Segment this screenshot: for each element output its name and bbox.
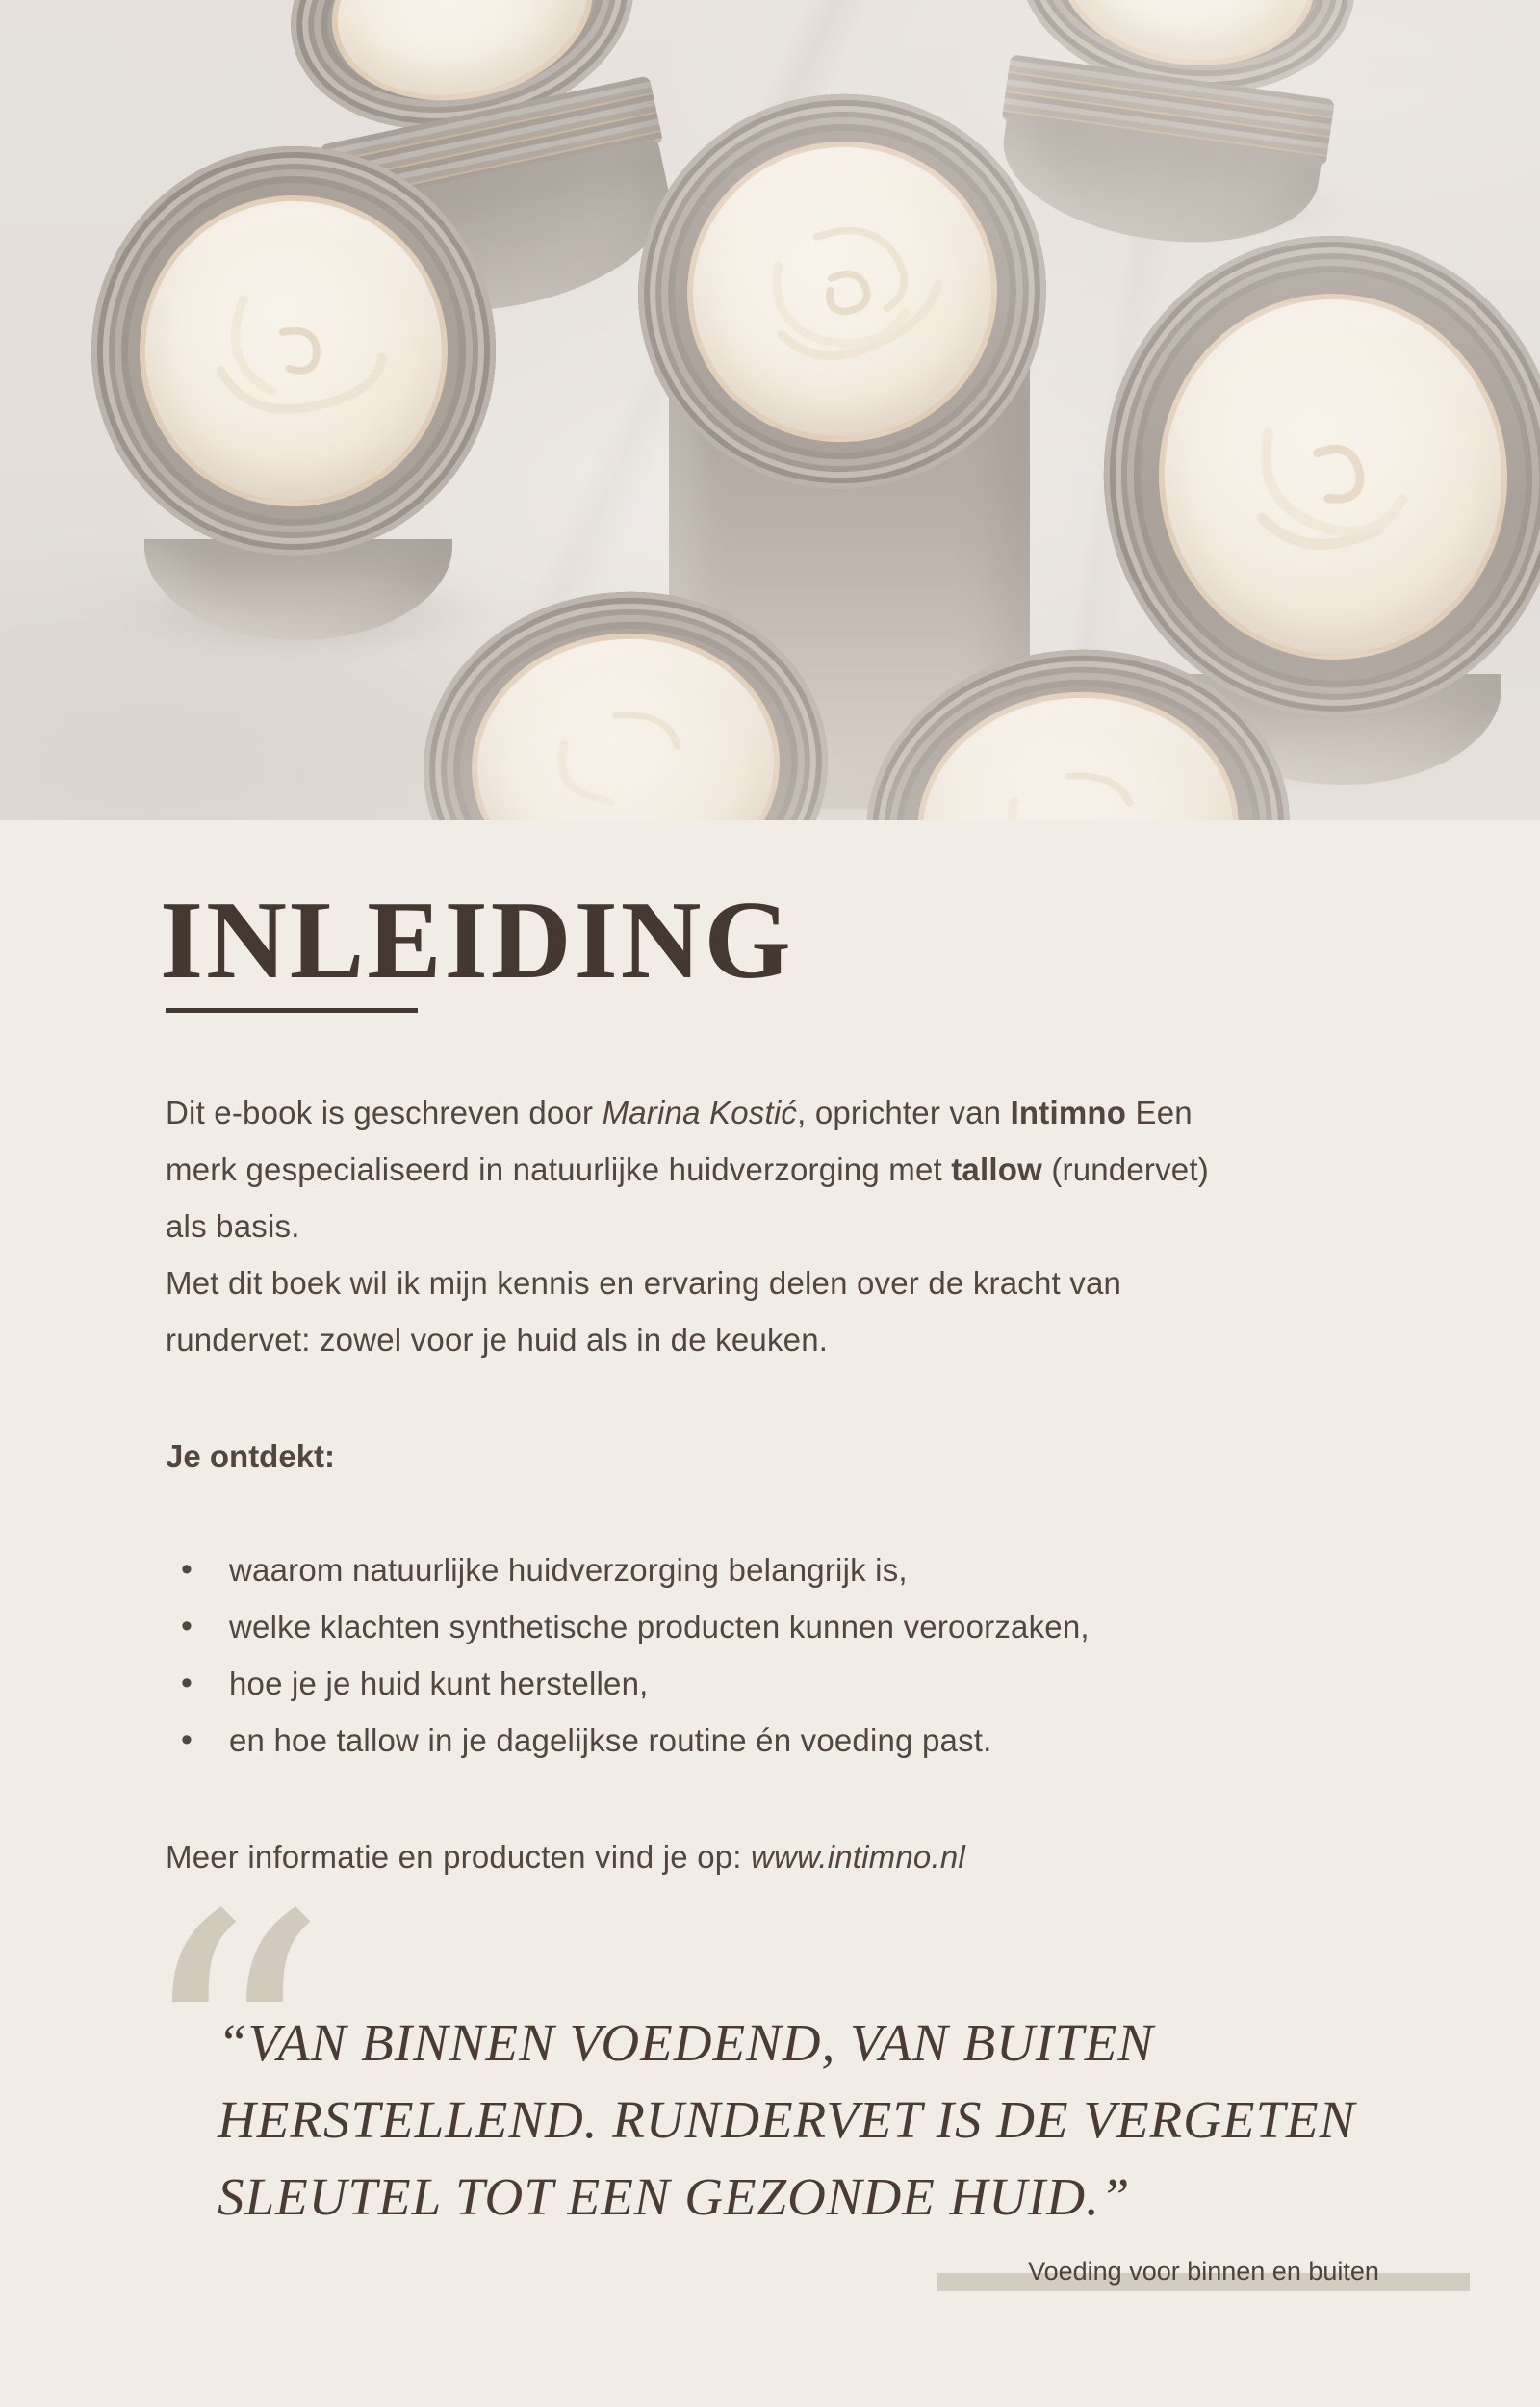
list-item: • welke klachten synthetische producten kunnen veroorzaken, (166, 1598, 1090, 1655)
title-underline (166, 1008, 418, 1013)
quote-line: HERSTELLEND. RUNDERVET IS DE VERGETEN (218, 2090, 1356, 2149)
list-item: • hoe je je huid kunt herstellen, (166, 1655, 1090, 1712)
quote-line: SLEUTEL TOT EEN GEZONDE HUID.” (218, 2167, 1131, 2226)
list-item: • en hoe tallow in je dagelijkse routine én voeding past. (166, 1712, 1090, 1769)
footer-caption: Voeding voor binnen en buiten (1028, 2257, 1379, 2286)
page-title: INLEIDING (160, 879, 794, 1002)
discover-heading: Je ontdekt: (166, 1438, 336, 1474)
intro-line: merk gespecialiseerd in natuurlijke huidverzorging met tallow (rundervet) (166, 1152, 1209, 1187)
pull-quote (218, 2005, 1450, 2236)
website-url: www.intimno.nl (751, 1839, 965, 1875)
intro-paragraph (166, 1084, 1417, 1368)
quotation-mark-icon: “ (133, 1836, 330, 2284)
intro-line: Dit e-book is geschreven door Marina Kostić, oprichter van Intimno Een (166, 1095, 1193, 1130)
intro-line: rundervet: zowel voor je huid als in de keuken. (166, 1322, 829, 1358)
list-item: • waarom natuurlijke huidverzorging belangrijk is, (166, 1541, 1090, 1598)
intro-line: Met dit boek wil ik mijn kennis en ervaring delen over de kracht van (166, 1265, 1122, 1301)
discover-list (166, 1541, 1090, 1769)
quote-line: “VAN BINNEN VOEDEND, VAN BUITEN (218, 2013, 1154, 2072)
intro-line: als basis. (166, 1208, 300, 1244)
more-info-line: Meer informatie en producten vind je op: www.intimno.nl (166, 1839, 965, 1875)
